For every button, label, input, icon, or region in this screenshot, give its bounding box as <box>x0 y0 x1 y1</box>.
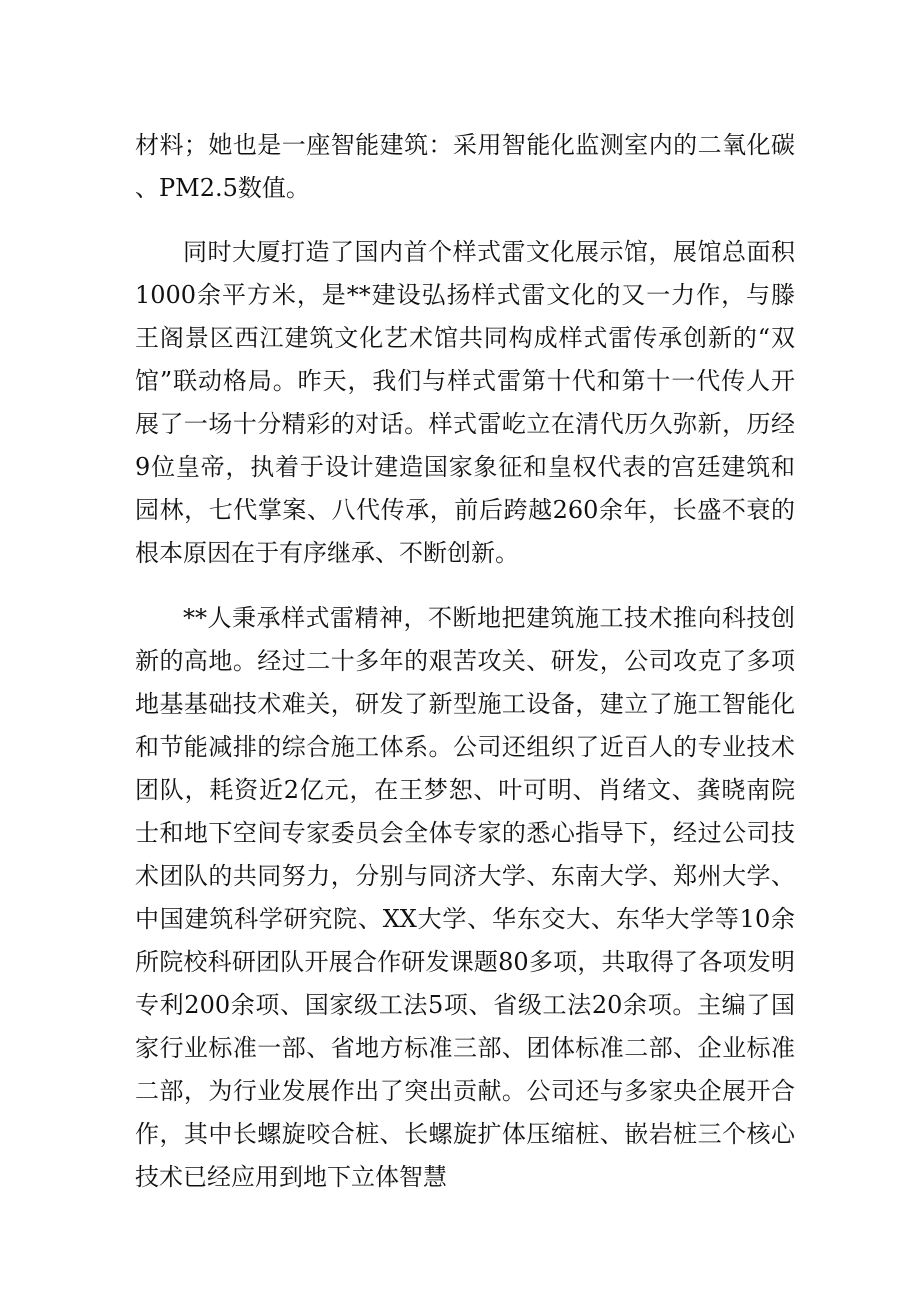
document-body <box>135 124 795 1199</box>
paragraph-2: 同时大厦打造了国内首个样式雷文化展示馆，展馆总面积1000余平方米，是**建设弘扬样式雷文化的又一力作，与滕王阁景区西江建筑文化艺术馆共同构成样式雷传承创新的“双馆”联动格局。昨天，我们与样式雷第十代和第十一代传人开展了一场十分精彩的对话。样式雷屹立在清代历久弥新，历经9位皇帝，执着于设计建造国家象征和皇权代表的宫廷建筑和园林，七代掌案、八代传承，前后跨越260余年，长盛不衰的根本原因在于有序继承、不断创新。 <box>135 238 795 567</box>
paragraph-3: **人秉承样式雷精神，不断地把建筑施工技术推向科技创新的高地。经过二十多年的艰苦攻关、研发，公司攻克了多项地基基础技术难关，研发了新型施工设备，建立了施工智能化和节能减排的综合施工体系。公司还组织了近百人的专业技术团队，耗资近2亿元，在王梦恕、叶可明、肖绪文、龚晓南院士和地下空间专家委员会全体专家的悉心指导下，经过公司技术团队的共同努力，分别与同济大学、东南大学、郑州大学、中国建筑科学研究院、XX大学、华东交大、东华大学等10余所院校科研团队开展合作研发课题80多项，共取得了各项发明专利200余项、国家级工法5项、省级工法20余项。主编了国家行业标准一部、省地方标准三部、团体标准二部、企业标准二部，为行业发展作出了突出贡献。公司还与多家央企展开合作，其中长螺旋咬合桩、长螺旋扩体压缩桩、嵌岩桩三个核心技术已经应用到地下立体智慧 <box>135 604 795 1191</box>
paragraph-1: 材料；她也是一座智能建筑：采用智能化监测室内的二氧化碳、PM2.5数值。 <box>135 131 795 202</box>
